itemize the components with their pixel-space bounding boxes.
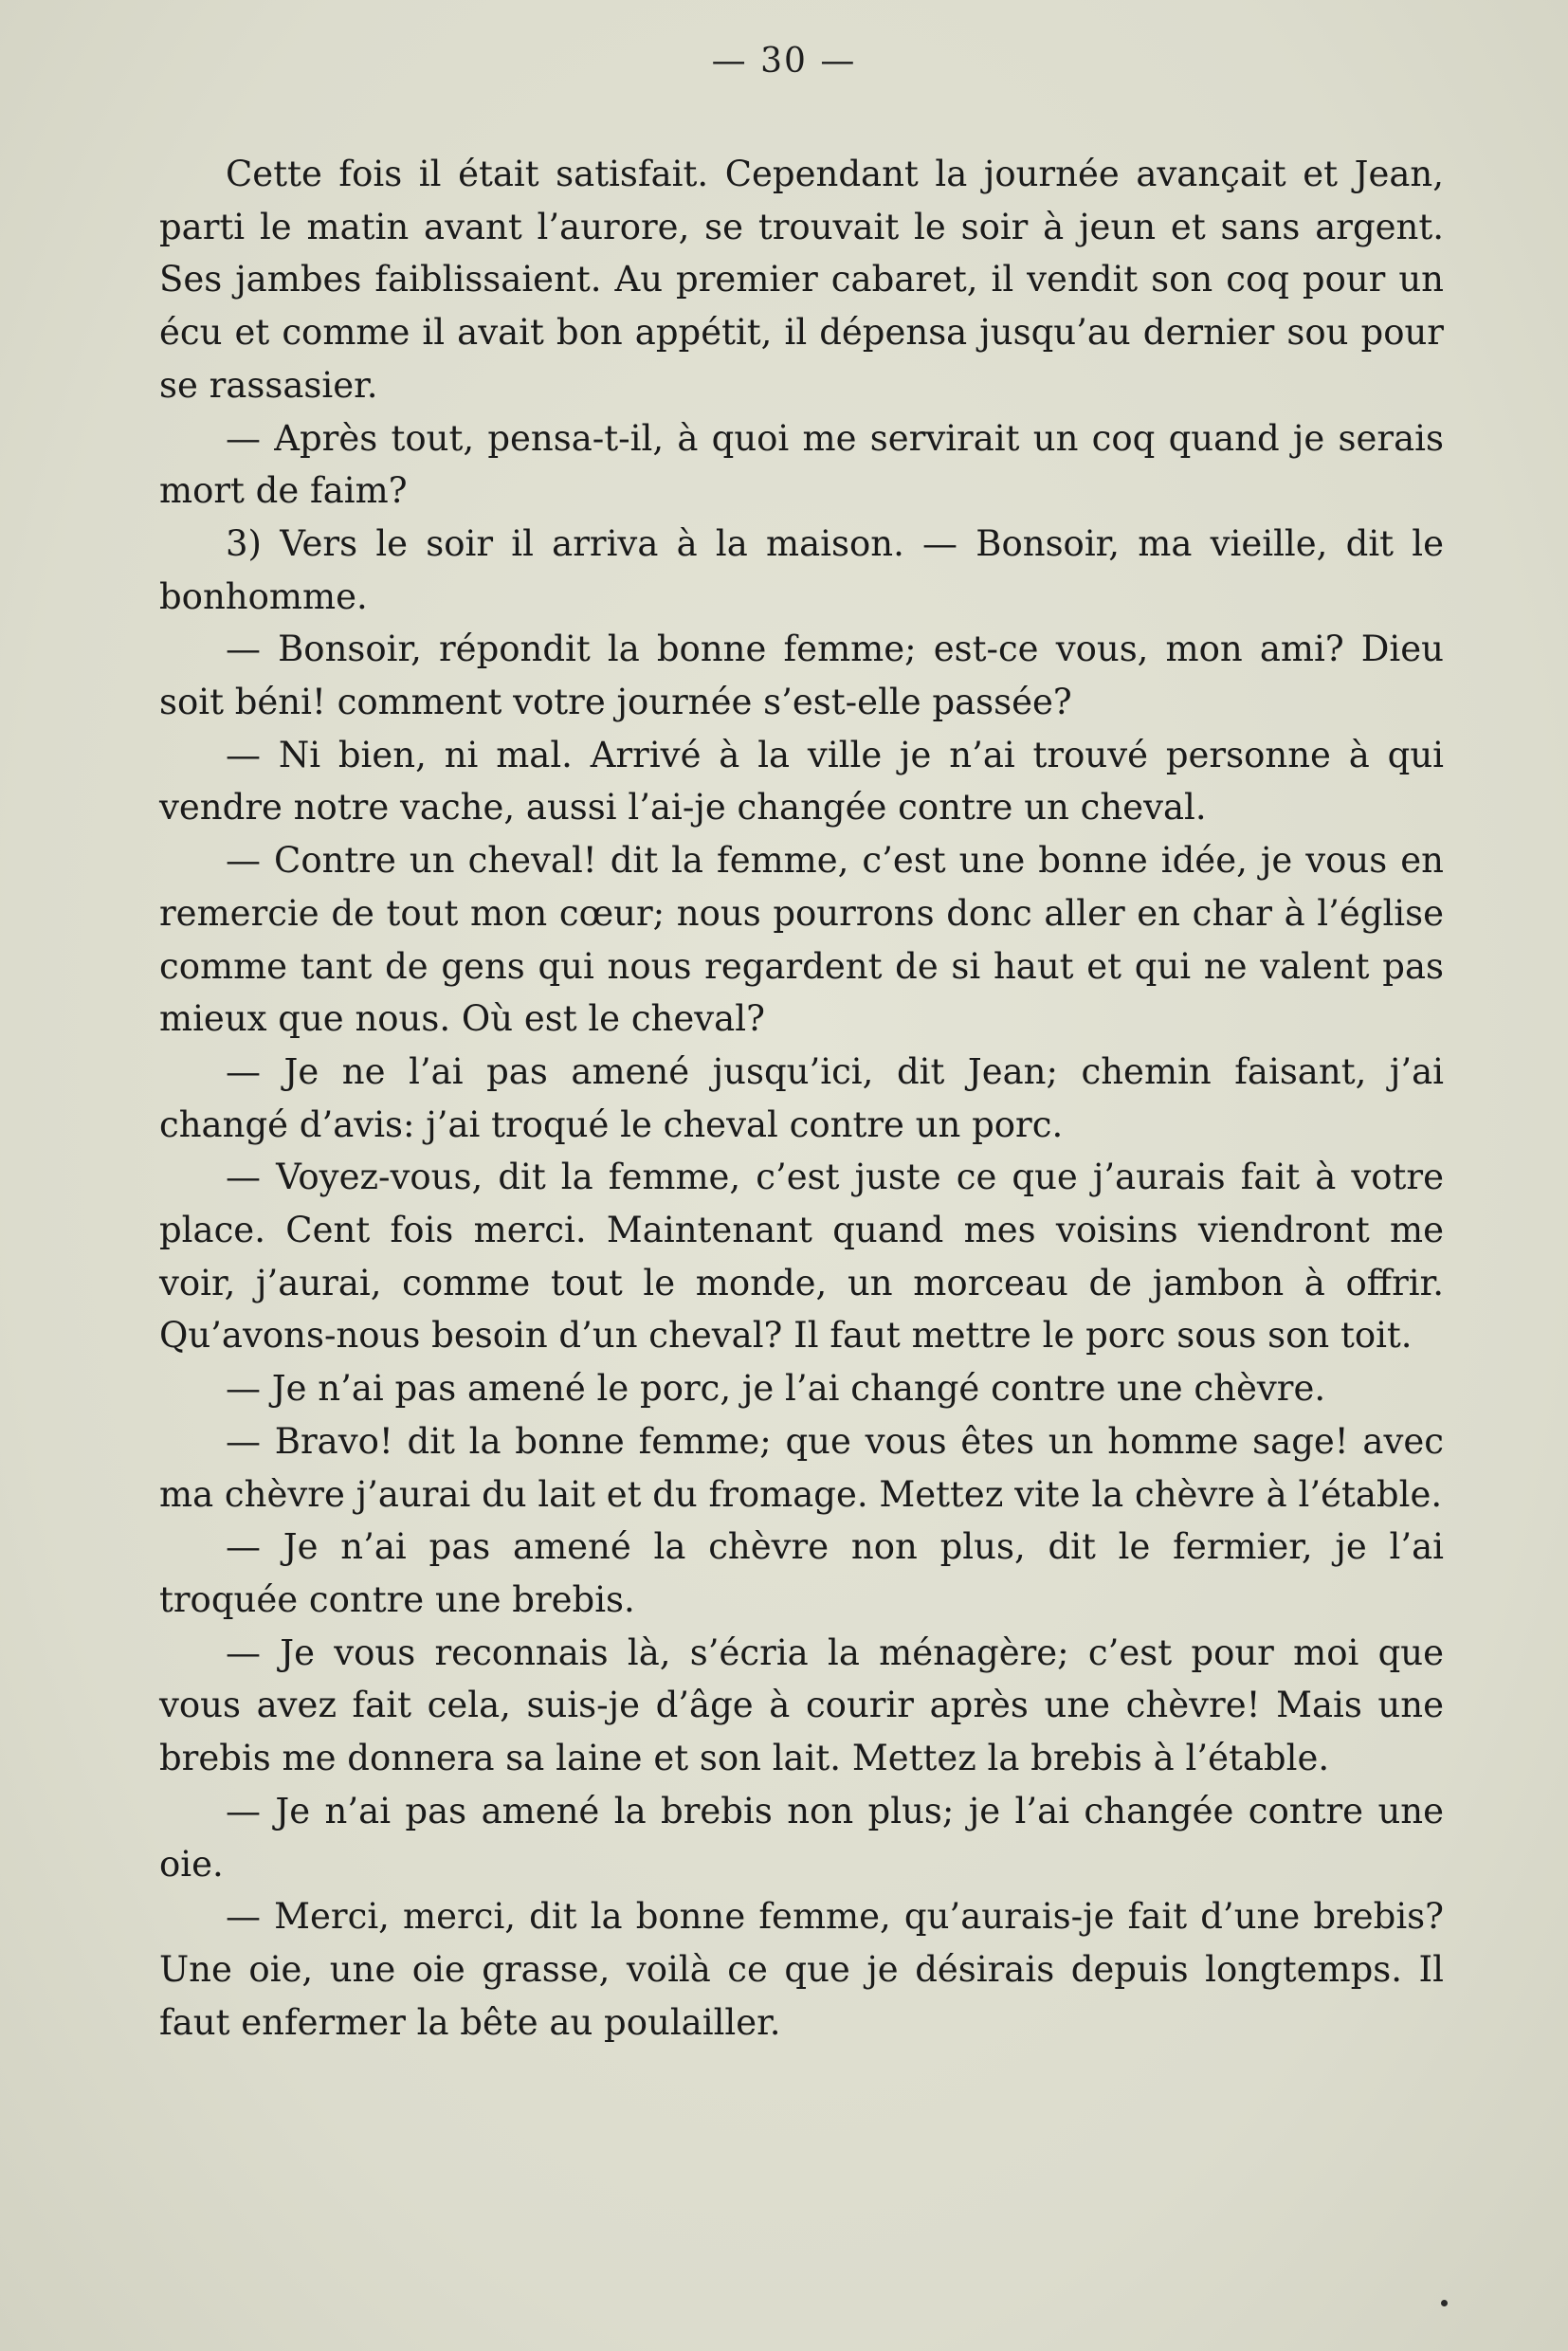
paragraph: 3) Vers le soir il arriva à la maison. — Bonsoir, ma vieille, dit le bonhomme. (159, 522, 1444, 617)
paragraph: — Je n’ai pas amené la chèvre non plus, dit le fermier, je l’ai troquée contre une brebis. (159, 1526, 1444, 1620)
paragraph: — Je ne l’ai pas amené jusqu’ici, dit Jean; chemin faisant, j’ai changé d’avis: j’ai troqué le cheval contre un porc. (159, 1050, 1444, 1145)
paragraph: — Ni bien, ni mal. Arrivé à la ville je n’ai trouvé personne à qui vendre notre vache, aussi l’ai-je changée contre un cheval. (159, 734, 1444, 829)
paragraph: — Voyez-vous, dit la femme, c’est juste ce que j’aurais fait à votre place. Cent fois merci. Maintenant quand mes voisins viendront me voir, j’aurai, comme tout le monde, un morceau de jambon à offrir. Qu’avons-nous besoin d’un cheval? Il faut mettre le porc sous son toit. (159, 1157, 1444, 1357)
ink-speck (1441, 2300, 1448, 2306)
paragraph: Cette fois il était satisfait. Cependant la journée avançait et Jean, parti le matin avant l’aurore, se trouvait le soir à jeun et sans argent. Ses jambes faiblissaient. Au premier cabaret, il vendit son coq pour un écu et comme il avait bon appétit, il dépensa jusqu’au dernier sou pour se rassasier. (159, 154, 1444, 406)
paragraph: — Je n’ai pas amené la brebis non plus; je l’ai changée contre une oie. (159, 1790, 1444, 1885)
body-text (159, 148, 1444, 2049)
paragraph: — Bonsoir, répondit la bonne femme; est-ce vous, mon ami? Dieu soit béni! comment votre journée s’est-elle passée? (159, 629, 1444, 723)
paragraph: — Je n’ai pas amené le porc, je l’ai changé contre une chèvre. (226, 1368, 1326, 1410)
paragraph: — Bravo! dit la bonne femme; que vous êtes un homme sage! avec ma chèvre j’aurai du lait et du fromage. Mettez vite la chèvre à l’étable. (159, 1420, 1444, 1515)
page-number: — 30 — (711, 42, 857, 81)
paragraph: — Merci, merci, dit la bonne femme, qu’aurais-je fait d’une brebis? Une oie, une oie grasse, voilà ce que je désirais depuis longtemps. Il faut enfermer la bête au poulailler. (159, 1896, 1444, 2043)
paragraph: — Je vous reconnais là, s’écria la ménagère; c’est pour moi que vous avez fait cela, suis-je d’âge à courir après une chèvre! Mais une brebis me donnera sa laine et son lait. Mettez la brebis à l’étable. (159, 1631, 1444, 1779)
paragraph: — Contre un cheval! dit la femme, c’est une bonne idée, je vous en remercie de tout mon cœur; nous pourrons donc aller en char à l’église comme tant de gens qui nous regardent de si haut et qui ne valent pas mieux que nous. Où est le cheval? (159, 840, 1444, 1040)
paragraph: — Après tout, pensa-t-il, à quoi me servirait un coq quand je serais mort de faim? (159, 417, 1444, 512)
